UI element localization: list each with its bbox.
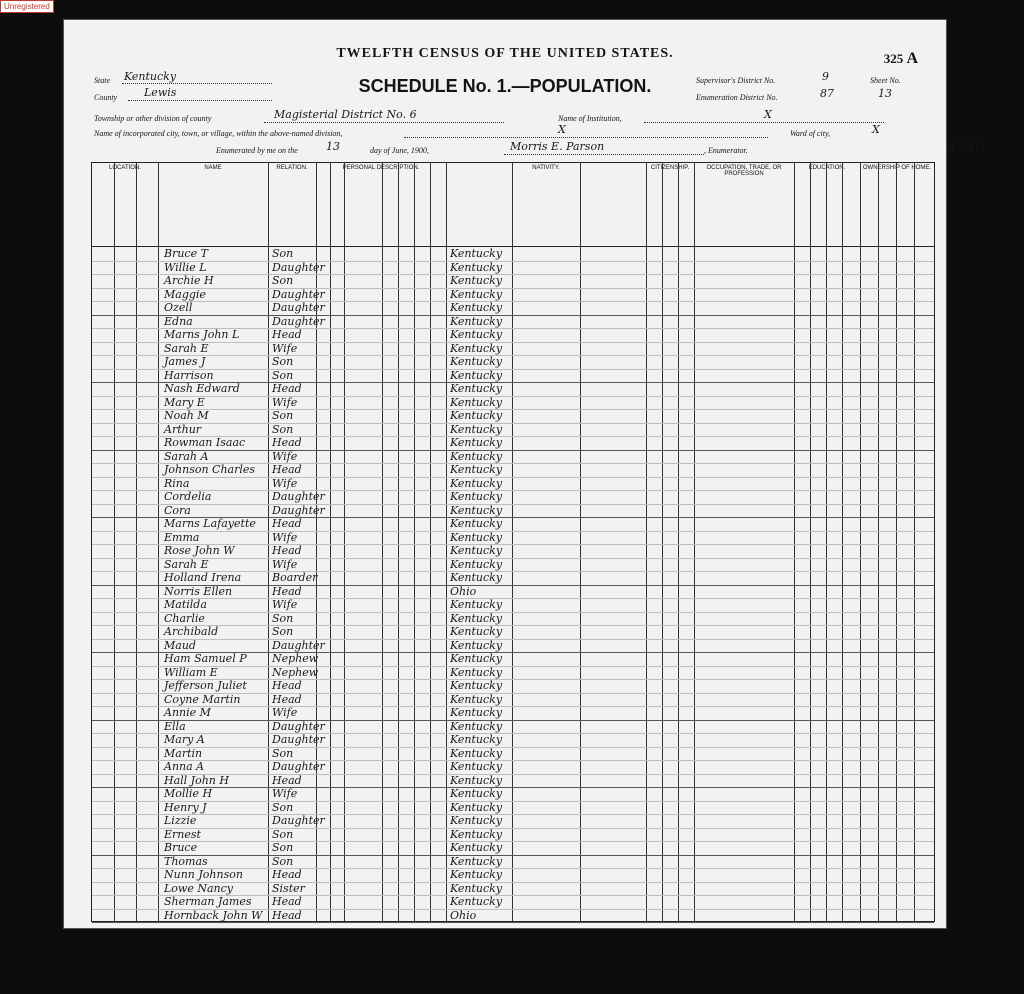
- relation: Daughter: [272, 260, 325, 274]
- enumeration-value: 87: [820, 87, 834, 100]
- birthplace: Kentucky: [450, 422, 503, 436]
- birthplace: Kentucky: [450, 517, 503, 530]
- table-row: [92, 409, 934, 424]
- table-row: [92, 598, 934, 613]
- birthplace: Kentucky: [450, 665, 503, 679]
- relation: Wife: [272, 598, 298, 611]
- relation: Daughter: [272, 719, 325, 733]
- birthplace: Kentucky: [450, 287, 503, 301]
- birthplace: Kentucky: [450, 314, 503, 328]
- relation: Son: [272, 827, 294, 841]
- person-name: Nash Edward: [164, 382, 240, 395]
- relation: Son: [272, 247, 294, 260]
- person-name: Matilda: [164, 598, 207, 611]
- relation: Head: [272, 895, 302, 908]
- table-row: [92, 652, 934, 667]
- person-name: Norris Ellen: [164, 584, 233, 598]
- person-name: Jefferson Juliet: [164, 679, 247, 692]
- enumeration-label: Enumeration District No.: [696, 93, 778, 102]
- birthplace: Ohio: [450, 908, 477, 922]
- ward-label: Ward of city,: [790, 129, 831, 138]
- relation: Head: [272, 868, 302, 881]
- table-row: [92, 450, 934, 465]
- person-name: Sarah A: [164, 449, 209, 463]
- person-name: Anna A: [164, 760, 205, 773]
- birthplace: Kentucky: [450, 625, 503, 638]
- person-name: Mary A: [164, 733, 205, 746]
- state-value: Kentucky: [124, 70, 177, 83]
- birthplace: Kentucky: [450, 463, 503, 476]
- birthplace: Kentucky: [450, 544, 503, 557]
- birthplace: Kentucky: [450, 719, 503, 733]
- person-name: Sherman James: [164, 895, 252, 908]
- table-row: [92, 882, 934, 897]
- person-name: Ham Samuel P: [164, 652, 247, 665]
- col-section-name: NAME: [204, 165, 222, 171]
- enumerator-label: , Enumerator.: [704, 146, 748, 155]
- relation: Wife: [272, 530, 298, 544]
- relation: Daughter: [272, 287, 325, 301]
- birthplace: Kentucky: [450, 787, 503, 800]
- person-name: Ernest: [164, 827, 201, 841]
- birthplace: Kentucky: [450, 814, 503, 827]
- person-name: Rose John W: [164, 544, 235, 557]
- person-name: Johnson Charles: [164, 463, 256, 476]
- person-name: Henry J: [164, 800, 207, 814]
- birthplace: Kentucky: [450, 260, 503, 274]
- relation: Head: [272, 773, 302, 787]
- birthplace: Kentucky: [450, 571, 503, 584]
- relation: Wife: [272, 395, 298, 409]
- birthplace: Kentucky: [450, 611, 503, 625]
- relation: Head: [272, 328, 302, 341]
- birthplace: Kentucky: [450, 706, 503, 719]
- relation: Wife: [272, 476, 298, 490]
- table-row: [92, 666, 934, 681]
- person-name: Willie L: [164, 260, 207, 274]
- relation: Son: [272, 274, 294, 287]
- census-sheet: [64, 20, 984, 928]
- table-row: [92, 909, 934, 924]
- birthplace: Kentucky: [450, 557, 503, 571]
- person-name: Lizzie: [164, 814, 197, 827]
- relation: Head: [272, 908, 302, 922]
- person-name: Harrison: [164, 368, 214, 382]
- table-row: [92, 477, 934, 492]
- relation: Head: [272, 382, 302, 395]
- relation: Son: [272, 409, 294, 422]
- table-row: [92, 639, 934, 654]
- birthplace: Kentucky: [450, 328, 503, 341]
- enumerator-name: Morris E. Parson: [510, 140, 605, 153]
- relation: Son: [272, 854, 294, 868]
- relation: Son: [272, 800, 294, 814]
- table-row: [92, 288, 934, 303]
- table-row: [92, 531, 934, 546]
- person-name: Martin: [164, 746, 203, 760]
- birthplace: Kentucky: [450, 733, 503, 746]
- page-letter: A: [906, 50, 918, 67]
- relation: Sister: [272, 881, 305, 895]
- birthplace: Kentucky: [450, 341, 503, 355]
- relation: Son: [272, 422, 294, 436]
- person-name: Cora: [164, 503, 191, 517]
- supervisor-value: 9: [822, 70, 829, 83]
- table-row: [92, 693, 934, 708]
- col-section-occupation: OCCUPATION, TRADE, OR PROFESSION: [706, 165, 782, 177]
- table-row: [92, 814, 934, 829]
- person-name: Thomas: [164, 854, 208, 868]
- birthplace: Kentucky: [450, 598, 503, 611]
- person-name: Bruce: [164, 841, 198, 854]
- relation: Daughter: [272, 490, 325, 503]
- person-name: Marns Lafayette: [164, 517, 256, 530]
- relation: Daughter: [272, 638, 325, 652]
- relation: Son: [272, 746, 294, 760]
- relation: Daughter: [272, 503, 325, 517]
- relation: Head: [272, 517, 302, 530]
- relation: Daughter: [272, 760, 325, 773]
- col-section-nativity: NATIVITY.: [532, 165, 560, 171]
- col-section-citizenship: CITIZENSHIP.: [650, 165, 690, 171]
- table-row: [92, 747, 934, 762]
- institution-value: X: [764, 108, 772, 121]
- table-row: [92, 301, 934, 316]
- birthplace: Kentucky: [450, 679, 503, 692]
- person-name: Nunn Johnson: [164, 868, 243, 881]
- birthplace: Kentucky: [450, 368, 503, 382]
- table-row: [92, 801, 934, 816]
- township-label: Township or other division of county: [94, 114, 212, 123]
- table-row: [92, 585, 934, 600]
- table-row: [92, 895, 934, 910]
- birthplace: Kentucky: [450, 395, 503, 409]
- col-section-education: EDUCATION.: [808, 165, 846, 171]
- birthplace: Kentucky: [450, 274, 503, 287]
- person-name: Mollie H: [164, 787, 213, 800]
- birthplace: Kentucky: [450, 409, 503, 422]
- relation: Daughter: [272, 314, 325, 328]
- relation: Head: [272, 679, 302, 692]
- table-row: [92, 625, 934, 640]
- birthplace: Kentucky: [450, 476, 503, 490]
- birthplace: Kentucky: [450, 760, 503, 773]
- birthplace: Kentucky: [450, 841, 503, 854]
- unregistered-badge: Unregistered: [0, 0, 54, 13]
- person-name: James J: [164, 355, 206, 368]
- table-row: [92, 787, 934, 802]
- relation: Nephew: [272, 665, 319, 679]
- table-row: [92, 679, 934, 694]
- census-title: TWELFTH CENSUS OF THE UNITED STATES.: [336, 46, 674, 61]
- table-row: [92, 612, 934, 627]
- birthplace: Kentucky: [450, 530, 503, 544]
- relation: Head: [272, 436, 302, 449]
- table-row: [92, 490, 934, 505]
- county-label: County: [94, 93, 118, 102]
- person-name: Sarah E: [164, 341, 209, 355]
- relation: Son: [272, 368, 294, 382]
- table-row: [92, 760, 934, 775]
- birthplace: Kentucky: [450, 881, 503, 895]
- table-row: [92, 855, 934, 870]
- table-row: [92, 558, 934, 573]
- enumerated-label: Enumerated by me on the: [216, 146, 298, 155]
- relation: Daughter: [272, 814, 325, 827]
- relation: Wife: [272, 449, 298, 463]
- table-row: [92, 315, 934, 330]
- birthplace: Kentucky: [450, 301, 503, 314]
- relation: Son: [272, 841, 294, 854]
- person-name: Hornback John W: [164, 908, 263, 922]
- ward-value: X: [872, 123, 880, 136]
- col-section-location: LOCATION.: [109, 165, 141, 171]
- birthplace: Kentucky: [450, 355, 503, 368]
- person-name: Annie M: [164, 706, 211, 719]
- person-name: Holland Irena: [164, 571, 242, 584]
- birthplace: Kentucky: [450, 800, 503, 814]
- table-row: [92, 247, 934, 262]
- relation: Nephew: [272, 652, 319, 665]
- birthplace: Kentucky: [450, 895, 503, 908]
- person-name: Mary E: [164, 395, 205, 409]
- person-name: Rina: [164, 476, 190, 490]
- col-section-relation: RELATION.: [276, 165, 308, 171]
- person-name: Bruce T: [164, 247, 208, 260]
- col-section-ownership: OWNERSHIP OF HOME.: [862, 165, 932, 171]
- birthplace: Kentucky: [450, 382, 503, 395]
- birthplace: Kentucky: [450, 827, 503, 841]
- birthplace: Kentucky: [450, 247, 503, 260]
- table-row: [92, 382, 934, 397]
- table-row: [92, 828, 934, 843]
- table-row: [92, 396, 934, 411]
- birthplace: Kentucky: [450, 746, 503, 760]
- relation: Son: [272, 611, 294, 625]
- birthplace: Kentucky: [450, 692, 503, 706]
- incorporated-value: X: [558, 123, 566, 136]
- person-name: Archibald: [164, 625, 219, 638]
- person-name: Cordelia: [164, 490, 212, 503]
- person-name: Archie H: [164, 274, 214, 287]
- birthplace: Kentucky: [450, 652, 503, 665]
- table-row: [92, 423, 934, 438]
- table-row: [92, 261, 934, 276]
- county-value: Lewis: [144, 86, 177, 99]
- table-row: [92, 720, 934, 735]
- enumerated-day: 13: [326, 140, 340, 153]
- table-row: [92, 369, 934, 384]
- enumerated-month: day of June, 1900,: [370, 146, 429, 155]
- page-number: [884, 50, 918, 68]
- person-name: Marns John L: [164, 328, 240, 341]
- person-name: Hall John H: [164, 773, 229, 787]
- birthplace: Kentucky: [450, 868, 503, 881]
- township-value: Magisterial District No. 6: [274, 108, 417, 121]
- table-row: [92, 774, 934, 789]
- table-row: [92, 274, 934, 289]
- person-name: Noah M: [164, 409, 209, 422]
- person-name: Sarah E: [164, 557, 209, 571]
- birthplace: Kentucky: [450, 773, 503, 787]
- relation: Son: [272, 355, 294, 368]
- person-name: Coyne Martin: [164, 692, 241, 706]
- birthplace: Kentucky: [450, 503, 503, 517]
- table-row: [92, 517, 934, 532]
- person-name: William E: [164, 665, 218, 679]
- state-label: State: [94, 76, 110, 85]
- relation: Wife: [272, 557, 298, 571]
- sheet-value: 13: [878, 87, 892, 100]
- table-row: [92, 841, 934, 856]
- relation: Daughter: [272, 733, 325, 746]
- person-name: Arthur: [164, 422, 202, 436]
- population-table: [91, 162, 935, 922]
- relation: Head: [272, 584, 302, 598]
- relation: Wife: [272, 787, 298, 800]
- table-row: [92, 355, 934, 370]
- relation: Head: [272, 544, 302, 557]
- relation: Daughter: [272, 301, 325, 314]
- institution-label: Name of Institution,: [558, 114, 622, 123]
- table-row: [92, 733, 934, 748]
- person-name: Lowe Nancy: [164, 881, 233, 895]
- birthplace: Kentucky: [450, 854, 503, 868]
- table-row: [92, 328, 934, 343]
- relation: Wife: [272, 706, 298, 719]
- supervisor-label: Supervisor's District No.: [696, 76, 776, 85]
- person-name: Edna: [164, 314, 193, 328]
- relation: Head: [272, 463, 302, 476]
- table-row: [92, 463, 934, 478]
- birthplace: Kentucky: [450, 490, 503, 503]
- relation: Son: [272, 625, 294, 638]
- table-row: [92, 342, 934, 357]
- birthplace: Kentucky: [450, 436, 503, 449]
- sheet-label: Sheet No.: [870, 76, 901, 85]
- relation: Wife: [272, 341, 298, 355]
- relation: Head: [272, 692, 302, 706]
- birthplace: Kentucky: [450, 449, 503, 463]
- person-name: Ella: [164, 719, 186, 733]
- schedule-title: SCHEDULE No. 1.—POPULATION.: [358, 76, 652, 96]
- table-row: [92, 706, 934, 721]
- col-section-personal: PERSONAL DESCRIPTION.: [342, 165, 420, 171]
- page-number-value: 325: [883, 51, 904, 66]
- person-name: Maud: [164, 638, 196, 652]
- table-row: [92, 571, 934, 586]
- relation: Boarder: [272, 571, 318, 584]
- person-name: Emma: [164, 530, 200, 544]
- table-row: [92, 436, 934, 451]
- person-name: Maggie: [164, 287, 206, 301]
- table-row: [92, 868, 934, 883]
- margin-note: 1740: [948, 140, 984, 156]
- person-name: Rowman Isaac: [164, 436, 246, 449]
- table-row: [92, 544, 934, 559]
- table-row: [92, 504, 934, 519]
- person-name: Charlie: [164, 611, 205, 625]
- birthplace: Ohio: [450, 584, 477, 598]
- person-name: Ozell: [164, 301, 193, 314]
- column-headers: [92, 163, 934, 247]
- birthplace: Kentucky: [450, 638, 503, 652]
- incorporated-label: Name of incorporated city, town, or village, within the above-named division,: [94, 129, 343, 138]
